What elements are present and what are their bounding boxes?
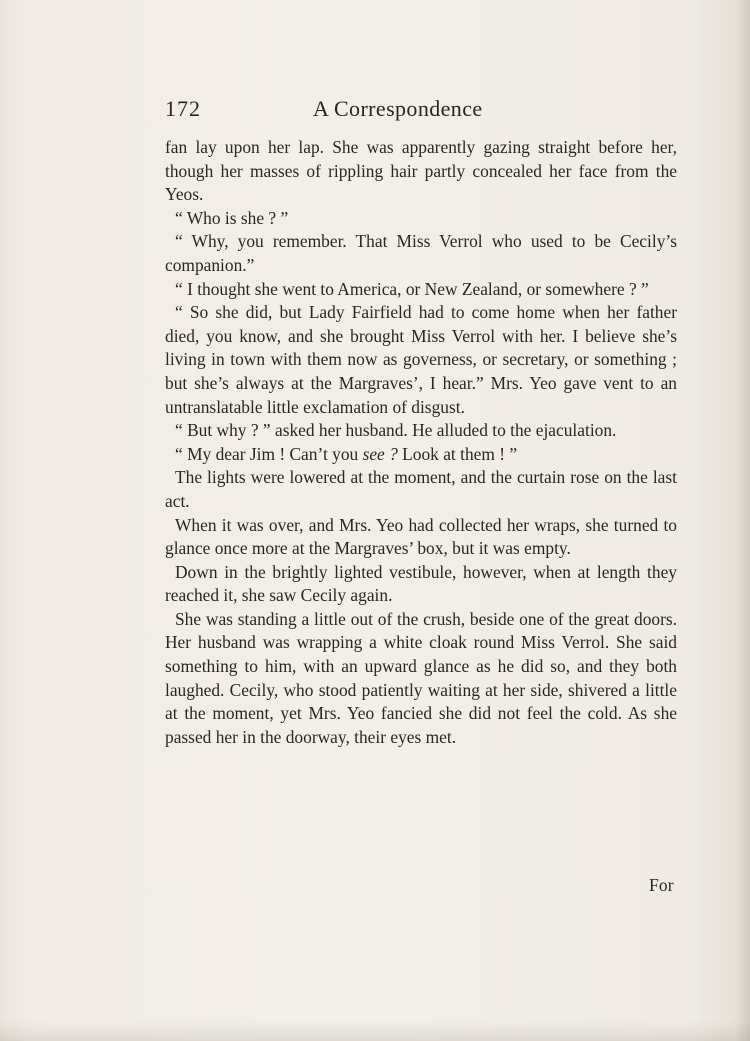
paragraph-8: The lights were lowered at the moment, and the curtain rose on the last act. [165,467,677,511]
paragraph-7-part-1: “ My dear Jim ! Can’t you [175,443,363,464]
paragraph-7-part-2: Look at them ! ” [397,443,518,464]
page-edge-right-shadow [736,0,750,1041]
paragraph-5: “ So she did, but Lady Fairfield had to come home when her father died, you know, and she brought Miss Verrol with her. I believe she’s living in town with them now as governess, or secretary, or something ; but she’s always at the Margraves’, I hear.” Mrs. Yeo gave vent to an untranslatable little exclamation of disgust. [165,302,677,417]
page-header [165,96,677,130]
paragraph-4: “ I thought she went to America, or New Zealand, or somewhere ? ” [175,278,649,299]
paragraph-3: “ Why, you remember. That Miss Verrol who used to be Cecily’s companion.” [165,231,677,275]
page-number: 172 [165,96,201,121]
paragraph-1: fan lay upon her lap. She was apparently gazing straight before her, though her masses of rippling hair partly concealed her face from the Yeos. [165,137,677,205]
body-text [165,136,677,749]
paragraph-10: Down in the brightly lighted vestibule, however, when at length they reached it, she saw Cecily again. [165,561,677,606]
paragraph-9: When it was over, and Mrs. Yeo had collected her wraps, she turned to glance once more at the Margraves’ box, but it was empty. [165,514,677,559]
paragraph-7 [165,443,677,467]
paragraph-6: “ But why ? ” asked her husband. He alluded to the ejaculation. [175,420,617,441]
paragraph-7-italic-see: see ? [362,443,398,464]
running-title: A Correspondence [313,96,483,121]
catchword: For [649,875,674,895]
page-edge-bottom-shadow [0,1021,750,1041]
paragraph-2: “ Who is she ? ” [175,207,289,228]
paragraph-11: She was standing a little out of the crush, beside one of the great doors. Her husband was wrapping a white cloak round Miss Verrol. She said something to him, with an upward glance as he did so, and they both laughed. Cecily, who stood patiently waiting at her side, shivered a little at the moment, yet Mrs. Yeo fancied she did not feel the cold. As she passed her in the doorway, their eyes met. [165,608,677,747]
